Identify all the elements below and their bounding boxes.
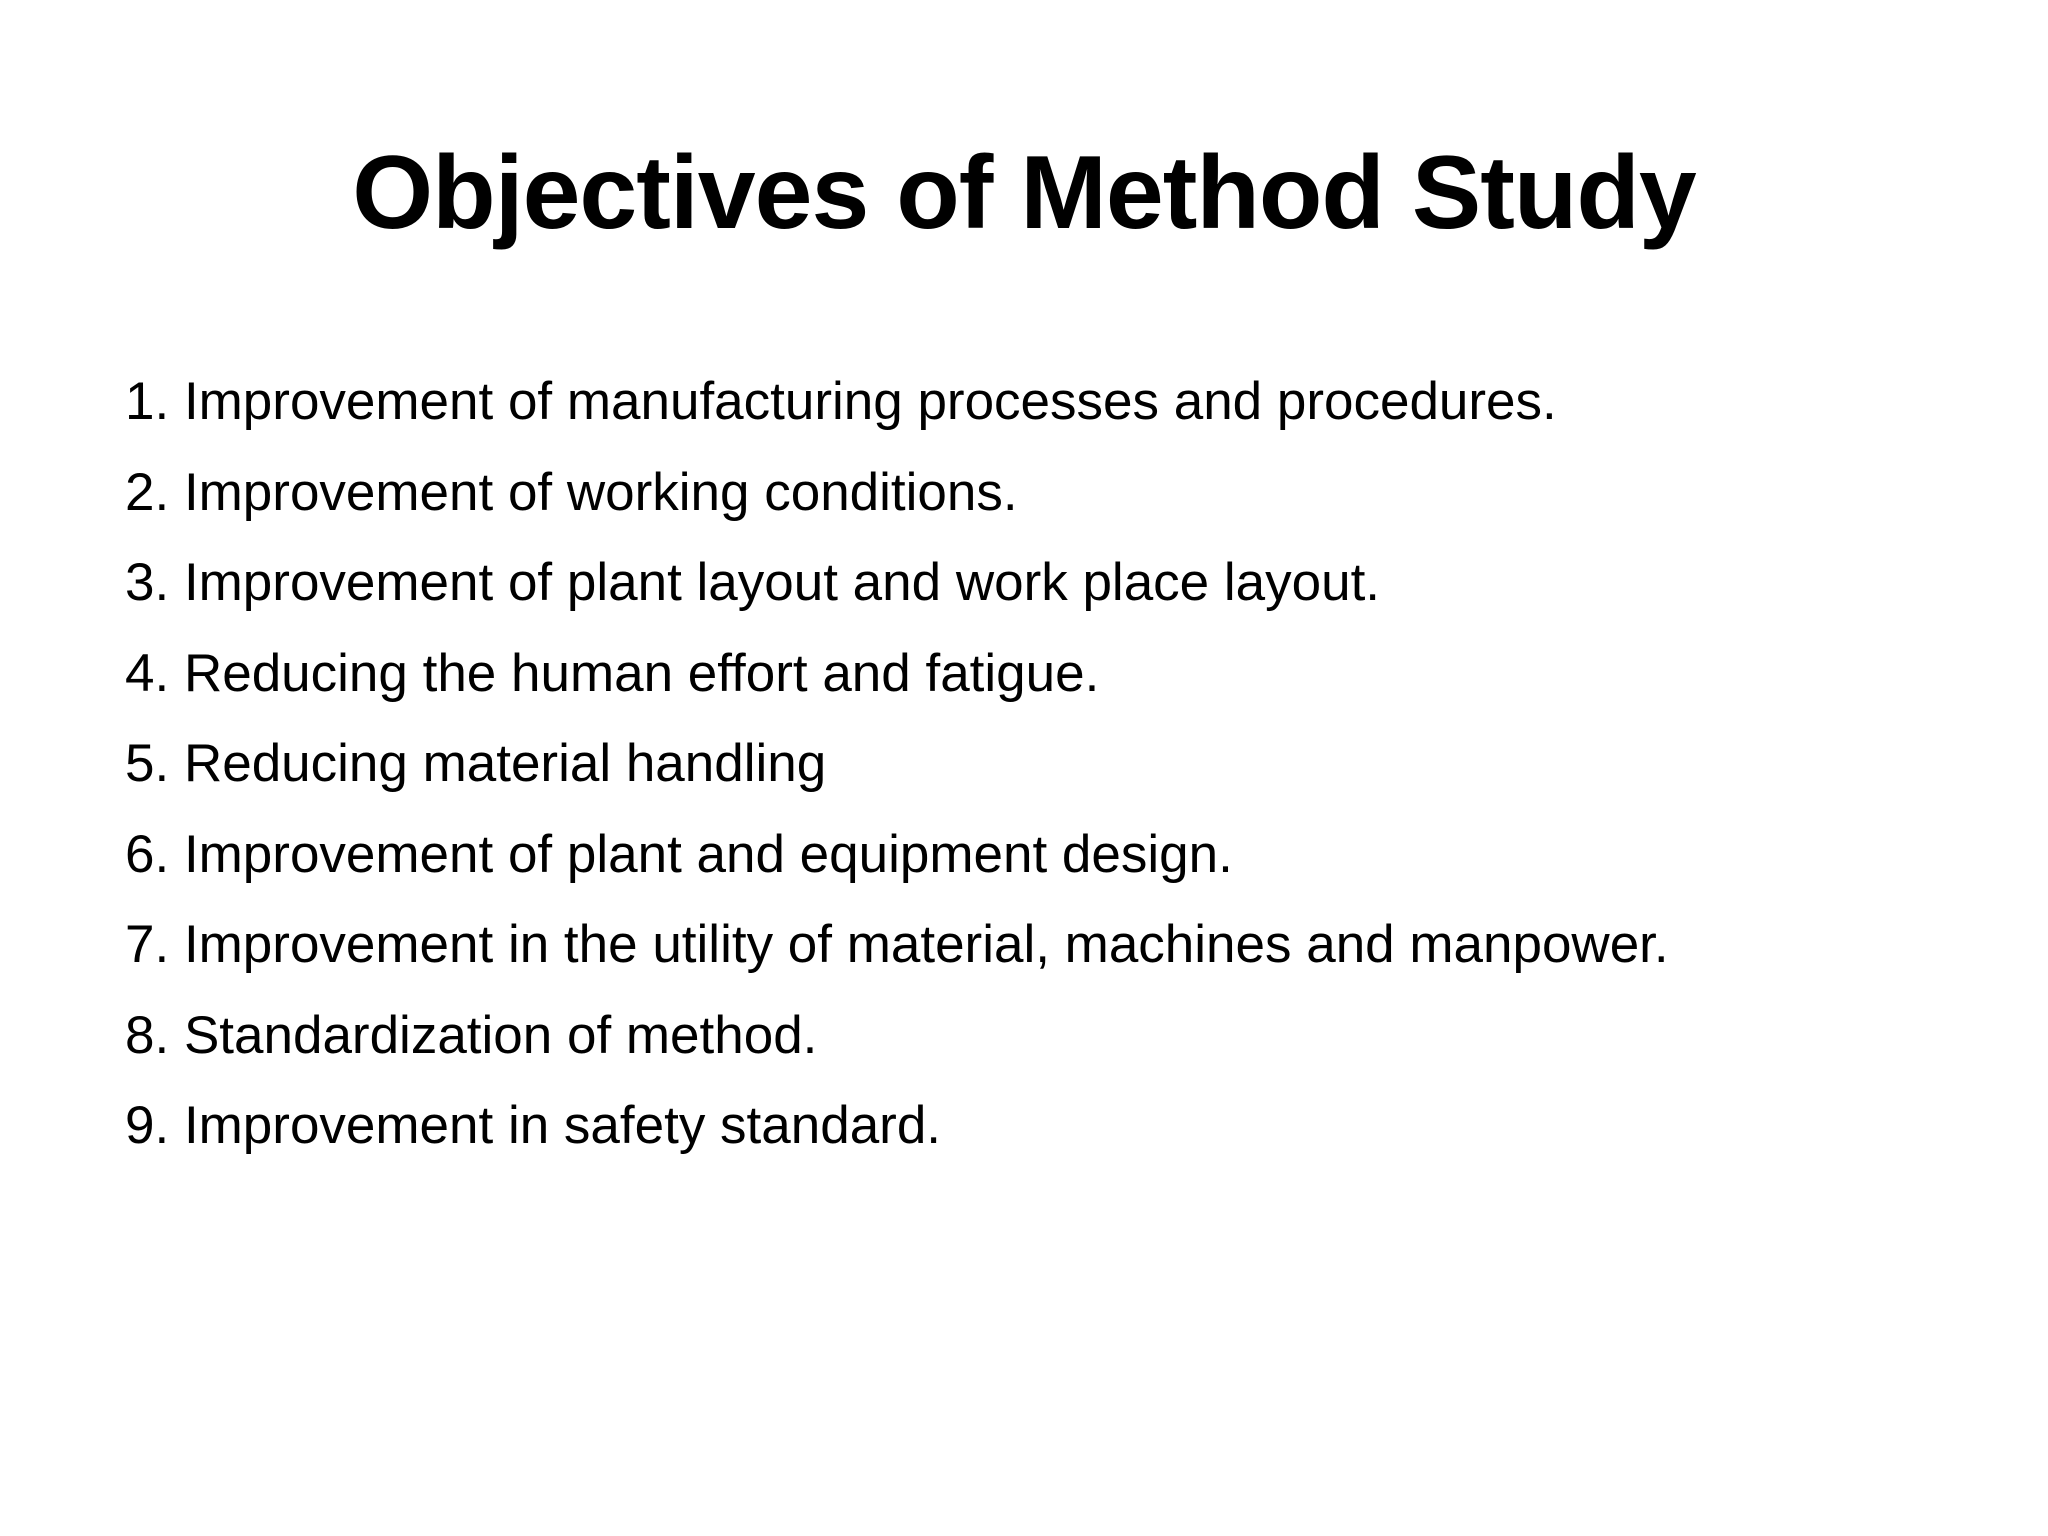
list-item [125,1096,1985,1156]
item-number: 3. [125,553,170,612]
item-text: Reducing material handling [183,734,827,793]
list-item [125,553,1985,613]
item-text: Improvement of plant layout and work place layout. [183,553,1381,612]
item-number: 9. [125,1096,170,1155]
item-text: Standardization of method. [183,1005,818,1065]
objectives-list [125,372,1985,1187]
item-text: Improvement in the utility of material, machines and manpower. [183,915,1669,974]
item-number: 7. [125,915,170,974]
item-number: 2. [125,462,170,522]
list-item [125,734,1985,794]
item-text: Improvement of manufacturing processes and procedures. [183,372,1557,431]
item-number: 8. [125,1005,170,1065]
item-number: 6. [125,824,170,884]
item-number: 1. [125,372,170,431]
item-text: Improvement in safety standard. [183,1096,942,1155]
item-text: Improvement of plant and equipment design. [183,824,1233,884]
item-number: 5. [125,734,170,793]
list-item [125,463,1985,523]
list-item [125,372,1985,432]
list-item [125,1006,1985,1066]
list-item [125,644,1985,704]
item-text: Improvement of working conditions. [183,462,1018,522]
slide-title: Objectives of Method Study [352,135,1696,251]
list-item [125,915,1985,975]
item-number: 4. [125,643,170,703]
item-text: Reducing the human effort and fatigue. [183,643,1100,703]
list-item [125,825,1985,885]
